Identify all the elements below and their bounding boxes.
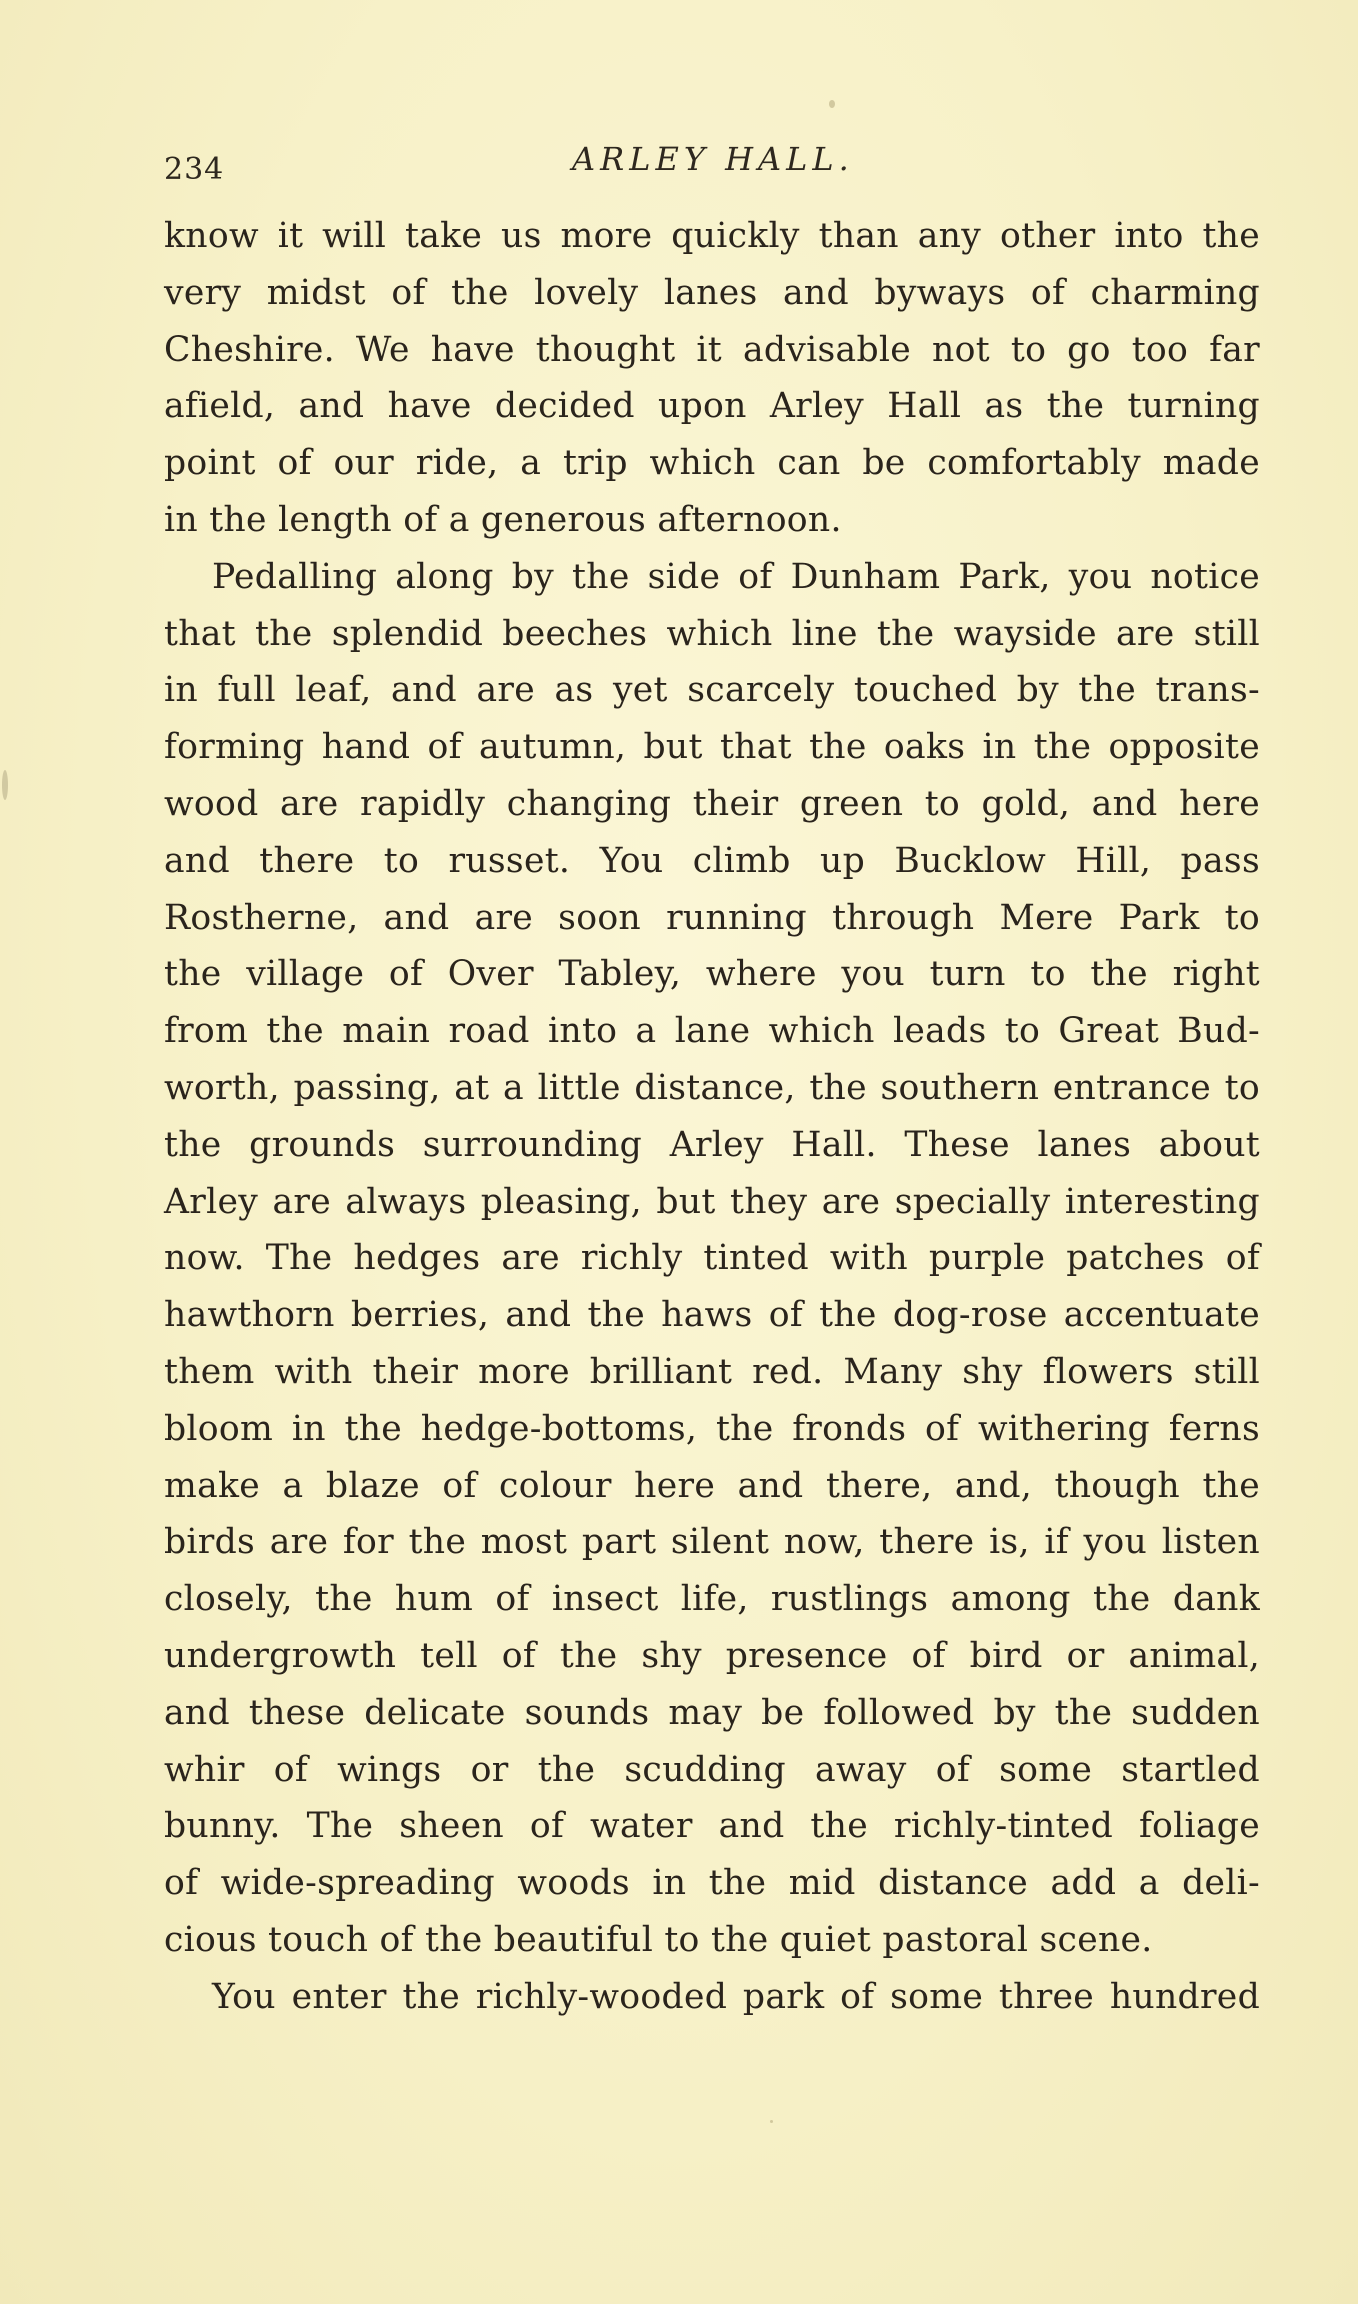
paper-speck [829, 100, 835, 108]
text-line: wood are rapidly changing their green to gold, and here [164, 783, 1260, 824]
text-line: the grounds surrounding Arley Hall. These lanes about [164, 1124, 1260, 1165]
text-line: cious touch of the beautiful to the quiet pastoral scene. [164, 1919, 1153, 1960]
text-line: them with their more brilliant red. Many shy flowers still [164, 1351, 1260, 1392]
text-line: worth, passing, at a little distance, the southern entrance to [164, 1067, 1260, 1108]
text-line: bunny. The sheen of water and the richly-tinted foliage [164, 1806, 1260, 1847]
text-line: whir of wings or the scudding away of some startled [164, 1749, 1260, 1790]
text-line: Cheshire. We have thought it advisable not to go too far [164, 329, 1260, 370]
text-line: undergrowth tell of the shy presence of bird or animal, [164, 1635, 1260, 1676]
paper-speck [2, 770, 8, 800]
running-title: ARLEY HALL. [572, 140, 854, 178]
text-line: closely, the hum of insect life, rustlings among the dank [164, 1579, 1260, 1620]
running-head [164, 138, 1264, 188]
text-line: point of our ride, a trip which can be comfortably made [164, 443, 1260, 484]
text-line: hawthorn berries, and the haws of the dog-rose accentuate [164, 1295, 1260, 1336]
text-line: the village of Over Tabley, where you turn to the right [164, 954, 1260, 995]
text-line: in the length of a generous afternoon. [164, 499, 842, 540]
text-line: Arley are always pleasing, but they are specially interesting [164, 1181, 1260, 1222]
text-line: You enter the richly-wooded park of some three hundred [212, 1976, 1260, 2017]
body-text [164, 208, 1260, 2026]
text-line: Pedalling along by the side of Dunham Park, you notice [212, 556, 1260, 597]
text-line: birds are for the most part silent now, there is, if you listen [164, 1522, 1260, 1563]
paper-speck [770, 2120, 773, 2123]
text-line: from the main road into a lane which leads to Great Bud- [164, 1011, 1260, 1052]
text-line: bloom in the hedge-bottoms, the fronds of withering ferns [164, 1408, 1260, 1449]
text-line: afield, and have decided upon Arley Hall as the turning [164, 386, 1260, 427]
text-line: and there to russet. You climb up Bucklow Hill, pass [164, 840, 1260, 881]
text-line: now. The hedges are richly tinted with purple patches of [164, 1238, 1260, 1279]
text-line: forming hand of autumn, but that the oaks in the opposite [164, 727, 1260, 768]
text-line: in full leaf, and are as yet scarcely touched by the trans- [164, 670, 1260, 711]
text-line: Rostherne, and are soon running through Mere Park to [164, 897, 1260, 938]
text-line: of wide-spreading woods in the mid distance add a deli- [164, 1863, 1260, 1904]
text-line: make a blaze of colour here and there, and, though the [164, 1465, 1260, 1506]
text-line: very midst of the lovely lanes and byways of charming [164, 272, 1260, 313]
text-line: that the splendid beeches which line the wayside are still [164, 613, 1260, 654]
text-line: know it will take us more quickly than any other into the [164, 216, 1260, 256]
text-line: and these delicate sounds may be followed by the sudden [164, 1692, 1260, 1733]
page-number: 234 [164, 152, 225, 187]
